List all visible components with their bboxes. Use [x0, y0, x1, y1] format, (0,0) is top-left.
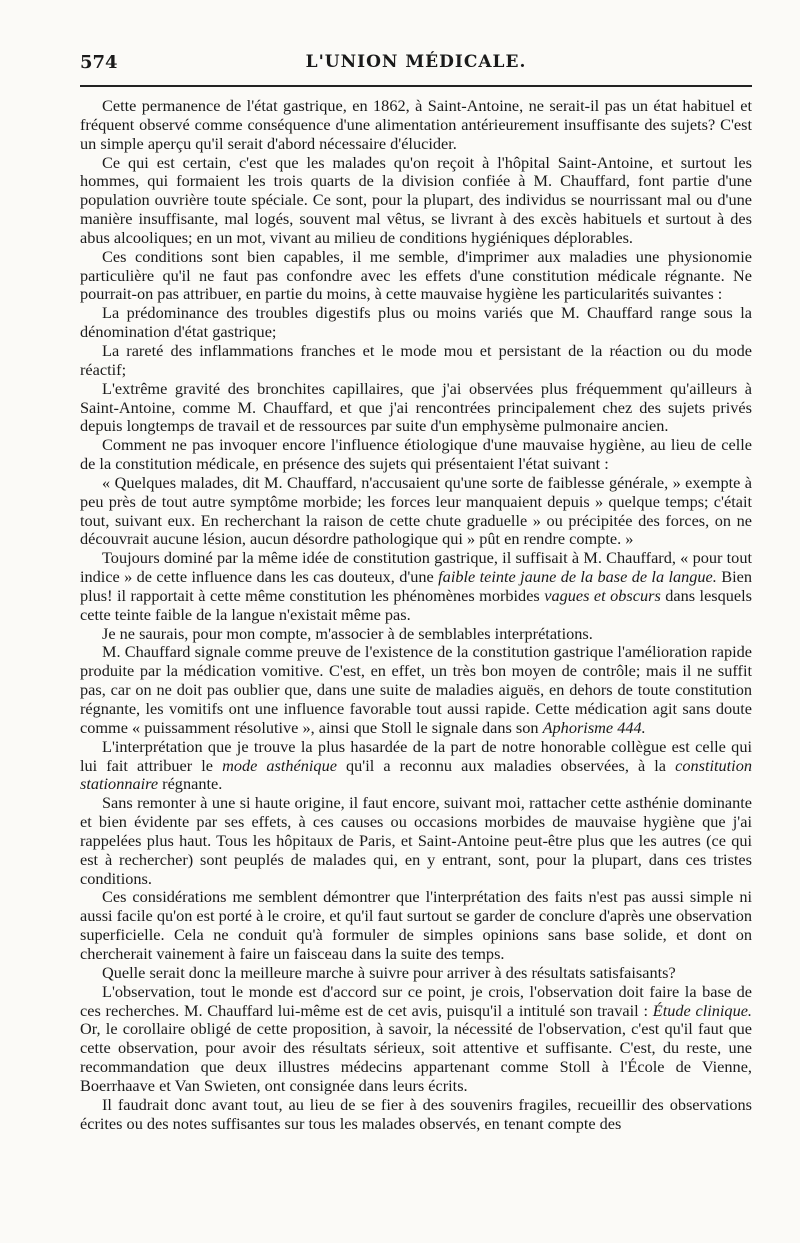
italic-text: Étude clinique. [652, 1000, 753, 1020]
paragraph [80, 888, 752, 963]
text-run: Ces conditions sont bien capables, il me semble, d'imprimer aux maladies une physionomie particulière qu'il ne faut pas confondre avec les effets d'une constitution médicale régnante. Ne pourrait-on pas attribuer, en partie du moins, à cette mauvaise hygiène les particularités suivantes : [80, 246, 752, 304]
text-run: Sans remonter à une si haute origine, il faut encore, suivant moi, rattacher cette asthénie dominante et bien évidente par ses effets, à ces causes ou occasions morbides de mauvaise hygiène que j'ai rappelées plus haut. Tous les hôpitaux de Paris, et Saint-Antoine peut-être plus que les autres (ce qui est à rechercher) sont peuplés de malades qui, en y entrant, sont, pour la plupart, dans ces tristes conditions. [80, 793, 752, 888]
text-run: Ce qui est certain, c'est que les malades qu'on reçoit à l'hôpital Saint-Antoine, et surtout les hommes, qui formaient les trois quarts de la division confiée à M. Chauffard, font partie d'une population ouvrière toute spéciale. Ce sont, pour la plupart, des individus se nourrissant mal ou d'une manière insuffisante, mal logés, souvent mal vêtus, se livrant à des excès habituels et surtout à des abus alcooliques; en un mot, vivant au milieu de conditions hygiéniques déplorables. [80, 152, 752, 247]
text-run: « Quelques malades, dit M. Chauffard, n'accusaient qu'une sorte de faiblesse générale, » exempte à peu près de tout autre symptôme morbide; les forces leur manquaient depuis » quelque temps; c'était tout, suivant eux. En recherchant la raison de cette chute graduelle » ou précipitée des forces, on ne découvrait aucune lésion, aucun désordre pathologique qui » pût en rendre compte. » [80, 472, 752, 549]
page-number: 574 [80, 52, 118, 73]
paragraph [80, 474, 752, 549]
text-run: Comment ne pas invoquer encore l'influence étiologique d'une mauvaise hygiène, au lieu de celle de la constitution médicale, en présence des sujets qui présentaient l'état suivant : [80, 435, 752, 474]
paragraph [80, 436, 752, 474]
paragraph [80, 380, 752, 437]
text-run: M. Chauffard signale comme preuve de l'existence de la constitution gastrique l'amélioration rapide produite par la médication vomitive. C'est, en effet, un très bon moyen de contrôle; mais il ne suffit pas, car on ne doit pas oublier que, dans une suite de maladies aiguës, en dehors de toute constitution régnante, les vomitifs ont une influence favorable tout aussi rapide. Cette médication agit sans doute comme « puissamment résolutive », ainsi que Stoll le signale dans son [80, 642, 752, 737]
paragraph [80, 1096, 752, 1134]
body-text [80, 97, 752, 1133]
paragraph [80, 154, 752, 248]
header-rule [80, 85, 752, 87]
paragraph [80, 643, 752, 737]
italic-text: constitution stationnaire [80, 755, 752, 794]
italic-text: mode asthénique [222, 755, 337, 775]
running-head [80, 50, 752, 80]
paragraph [80, 738, 752, 795]
text-run: L'interprétation que je trouve la plus hasardée de la part de notre honorable collègue est celle qui lui fait attribuer le [80, 736, 752, 775]
paragraph [80, 342, 752, 380]
text-run: Or, le corollaire obligé de cette proposition, à savoir, la nécessité de l'observation, c'est qu'il faut que cette observation, pour avoir des résultats sérieux, soit attentive et suffisante. C'est, du reste, une recommandation que deux illustres médecins appartenant comme Stoll à l'École de Vienne, Boerrhaave et Van Swieten, ont consignée dans leurs écrits. [80, 1019, 752, 1095]
text-run: Cette permanence de l'état gastrique, en 1862, à Saint-Antoine, ne serait-il pas un état habituel et fréquent observé comme conséquence d'une alimentation antérieurement insuffisante des sujets? C'est un simple aperçu qu'il serait d'abord nécessaire d'élucider. [80, 96, 752, 153]
text-run: dans lesquels cette teinte faible de la langue n'existait même pas. [80, 585, 753, 624]
text-run: Bien plus! il rapportait à cette même constitution les phénomènes morbides [80, 567, 752, 605]
text-run: La prédominance des troubles digestifs plus ou moins variés que M. Chauffard range sous la dénomination d'état gastrique; [80, 303, 752, 342]
text-run: régnante. [158, 774, 223, 794]
text-run: Ces considérations me semblent démontrer que l'interprétation des faits n'est pas aussi simple ni aussi facile qu'on est porté à le croire, et qu'il faut surtout se garder de conclure d'après une observation superficielle. Cela ne conduit qu'à formuler de simples opinions sans base solide, et dont on chercherait vainement à faire un faisceau dans la suite des temps. [80, 887, 753, 963]
paragraph [80, 304, 752, 342]
journal-title: L'UNION MÉDICALE. [305, 52, 527, 72]
paragraph [80, 97, 752, 154]
italic-text: Aphorisme 444. [542, 717, 646, 737]
paragraph [80, 794, 752, 888]
paragraph [80, 983, 752, 1096]
text-run: Il faudrait donc avant tout, au lieu de se fier à des souvenirs fragiles, recueillir des observations écrites ou des notes suffisantes sur tous les malades observés, en tenant compte des [80, 1094, 752, 1133]
text-run: Je ne saurais, pour mon compte, m'associer à de semblables interprétations. [102, 623, 593, 643]
paragraph [80, 248, 752, 305]
text-run: La rareté des inflammations franches et le mode mou et persistant de la réaction ou du mode réactif; [80, 340, 752, 379]
text-run: L'observation, tout le monde est d'accord sur ce point, je crois, l'observation doit faire la base de ces recherches. M. Chauffard lui-même est de cet avis, puisqu'il a intitulé son travail : [80, 981, 752, 1020]
text-run: L'extrême gravité des bronchites capillaires, que j'ai observées plus fréquemment qu'ailleurs à Saint-Antoine, comme M. Chauffard, et que j'ai rencontrées principalement chez des sujets privés depuis longtemps de travail et de ressources par suite d'un emphysème pulmonaire ancien. [80, 378, 752, 436]
italic-text: vagues et obscurs [544, 585, 661, 605]
paragraph [80, 625, 752, 644]
paragraph [80, 549, 752, 624]
paragraph [80, 964, 752, 983]
italic-text: faible teinte jaune de la base de la langue. [438, 567, 717, 587]
text-run: Toujours dominé par la même idée de constitution gastrique, il suffisait à M. Chauffard, « pour tout indice » de cette influence dans les cas douteux, d'une [80, 548, 752, 587]
text-run: qu'il a reconnu aux maladies observées, à la [336, 755, 676, 775]
text-run: Quelle serait donc la meilleure marche à suivre pour arriver à des résultats satisfaisants? [102, 962, 676, 982]
